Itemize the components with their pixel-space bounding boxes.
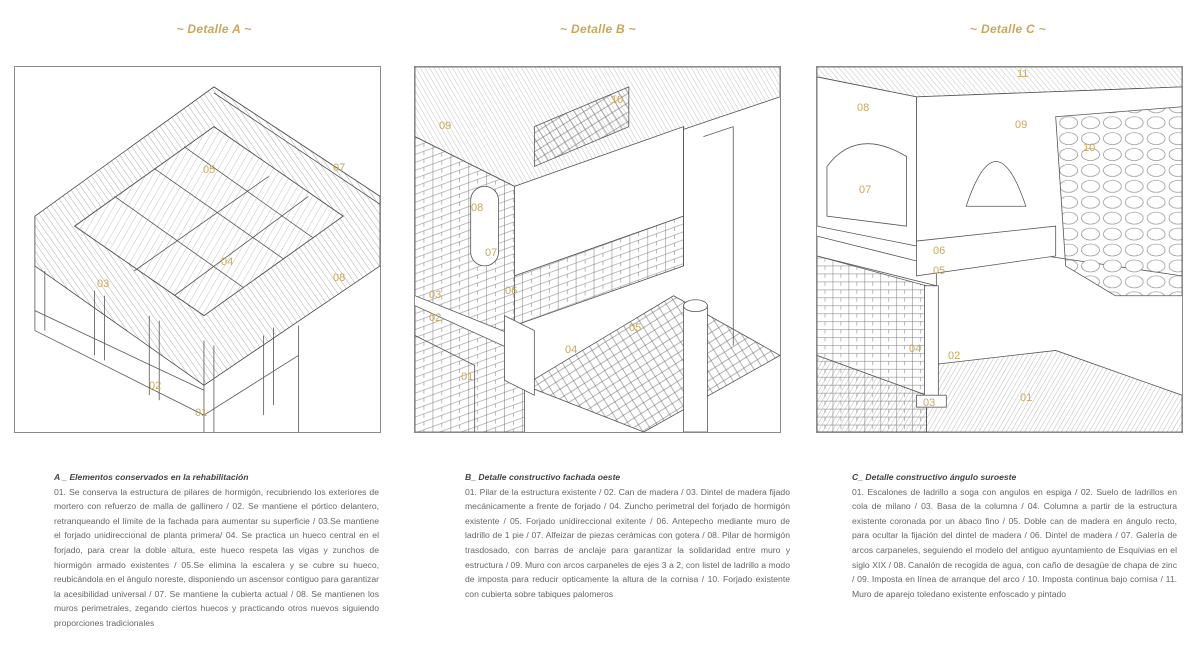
detail-c-drawing	[816, 66, 1183, 433]
detail-c-label: 04	[909, 343, 922, 355]
detail-a-axonometric	[15, 67, 380, 432]
detail-a-label: 01	[195, 407, 208, 419]
detail-c-caption	[852, 470, 1177, 601]
detail-b-label: 03	[429, 289, 442, 301]
detail-c-title: ~ Detalle C ~	[970, 22, 1046, 36]
detail-c-label: 02	[948, 350, 961, 362]
detail-a-label: 05	[203, 164, 216, 176]
detail-a-label: 02	[149, 380, 162, 392]
detail-a-caption-title: A _ Elementos conservados en la rehabilitación	[54, 472, 249, 482]
detail-c-label: 08	[857, 102, 870, 114]
detail-a-label: 04	[221, 256, 234, 268]
detail-a-label: 03	[97, 278, 110, 290]
detail-c-label: 10	[1083, 142, 1096, 154]
detail-b-label: 08	[471, 202, 484, 214]
detail-c-label: 09	[1015, 119, 1028, 131]
detail-b-caption-text: 01. Pilar de la estructura existente / 02. Can de madera / 03. Dintel de madera fijado mecánicamente a frente de forjado / 04. Zuncho perimetral del forjado de hormigón existente / 05. Forjado unidireccional exitente / 06. Antepecho mediante muro de ladrillo de 1 pie / 07. Alfeizar de piezas cerámicas con gotera / 08. Pilar de hormigón trasdosado, con barras de anclaje para garantizar la solidaridad entre muro y estructura / 09. Muro con arcos carpaneles de ejes 3 a 2, con listel de ladrillo a modo de imposta para reducir opticamente la altura de la cornisa / 10. Forjado existente con cubierta sobre tabiques palomeros	[465, 486, 790, 599]
detail-c-caption-title: C_ Detalle constructivo ángulo suroeste	[852, 472, 1017, 482]
detail-b-label: 07	[485, 247, 498, 259]
detail-c-label: 05	[933, 265, 946, 277]
detail-a-title: ~ Detalle A ~	[176, 22, 252, 36]
detail-b-label: 06	[505, 285, 518, 297]
detail-a-caption	[54, 470, 379, 631]
detail-b-label: 01	[461, 371, 474, 383]
detail-c-label: 11	[1017, 68, 1029, 80]
detail-c-label: 03	[923, 397, 936, 409]
detail-b-title: ~ Detalle B ~	[560, 22, 636, 36]
detail-c-label: 06	[933, 245, 946, 257]
detail-a-label: 07	[333, 162, 346, 174]
detail-a-label: 08	[333, 272, 346, 284]
detail-b-label: 10	[611, 94, 624, 106]
detail-b-label: 02	[429, 312, 442, 324]
detail-b-label: 09	[439, 120, 452, 132]
detail-a-caption-text: 01. Se conserva la estructura de pilares de hormigón, recubriendo los exteriores de mortero con refuerzo de malla de gallinero / 02. Se mantiene el pórtico delantero, retranqueando el límite de la fachada para aumentar su superficie / 03.Se mantiene el forjado unidireccional de planta primera/ 04. Se practica un hueco central en el forjado, para crear la doble altura, este hueco respeta las vigas y zunchos de hiormigón armado existentes / 05.Se elimina la escalera y se cubre su hueco, reubicándola en el ángulo noreste, disponiendo un ascensor contiguo para garantizar la acesibilidad universal / 07. Se mantiene la cubierta actual / 08. Se mantienen los muros perimetrales, zegando ciertos huecos y practicando otros nuevos siguiendo proporciones tradicionales	[54, 486, 379, 628]
detail-b-caption-title: B_ Detalle constructivo fachada oeste	[465, 472, 621, 482]
detail-c-caption-text: 01. Escalones de ladrillo a soga con angulos en espiga / 02. Suelo de ladrillos en cola de milano / 03. Basa de la columna / 04. Columna a partir de la estructura existente coronada por un ábaco fino / 05. Doble can de madera en ángulo recto, para ocultar la fijación del dintel de madera / 06. Dintel de madera / 07. Galería de arcos carpaneles, seguiendo el modelo del antiguo ayuntamiento de Esquivias en el siglo XIX / 08. Canalón de recogida de agua, con caño de desagüe de chapa de zinc / 09. Imposta en línea de arranque del arco / 10. Imposta continua bajo cornisa / 11. Muro de aparejo toledano existente enfoscado y pintado	[852, 486, 1177, 599]
detail-c-label: 07	[859, 184, 872, 196]
detail-c-axonometric	[817, 67, 1182, 432]
detail-c-label: 01	[1020, 392, 1033, 404]
detail-b-label: 04	[565, 344, 578, 356]
detail-b-drawing	[414, 66, 781, 433]
detail-a-drawing	[14, 66, 381, 433]
detail-b-label: 05	[629, 322, 642, 334]
detail-b-caption	[465, 470, 790, 601]
